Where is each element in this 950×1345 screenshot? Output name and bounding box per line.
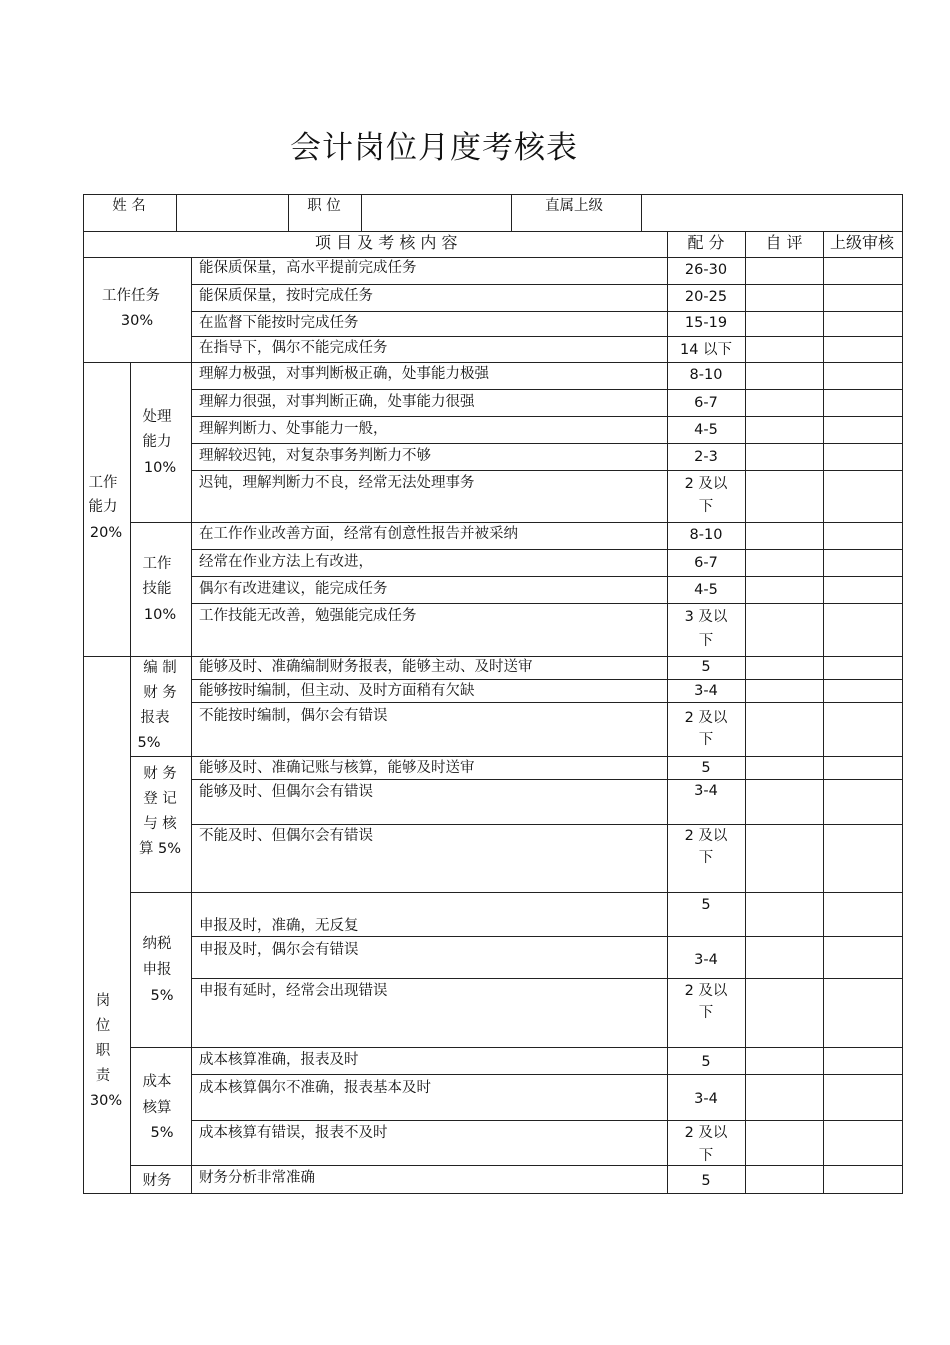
position-label: 职 位 bbox=[307, 198, 341, 214]
criteria-text: 申报及时，偶尔会有错误 bbox=[199, 942, 359, 958]
review-cell[interactable] bbox=[823, 702, 903, 757]
subgroup-handling-pct: 10% bbox=[143, 460, 177, 476]
criteria-text: 理解力很强，对事判断正确，处事能力很强 bbox=[199, 394, 475, 410]
score-value: 2-3 bbox=[694, 449, 718, 465]
review-cell[interactable] bbox=[823, 389, 903, 417]
supervisor-label: 直属上级 bbox=[545, 198, 603, 214]
review-cell[interactable] bbox=[823, 936, 903, 979]
score-value: 3-4 bbox=[694, 952, 718, 968]
score-value: 15-19 bbox=[684, 315, 728, 331]
score-value-cont: 下 bbox=[698, 1148, 714, 1164]
criteria-text: 不能及时、但偶尔会有错误 bbox=[199, 828, 373, 844]
review-cell[interactable] bbox=[823, 756, 903, 780]
criteria-text: 能够及时、准确记账与核算，能够及时送审 bbox=[199, 760, 475, 776]
subgroup-skill-pct: 10% bbox=[143, 607, 177, 623]
criteria-text: 迟钝，理解判断力不良，经常无法处理事务 bbox=[199, 475, 475, 491]
group-work-task-pct: 30% bbox=[120, 313, 154, 329]
subgroup-fin-report-pct: 5% bbox=[137, 735, 161, 751]
review-cell[interactable] bbox=[823, 1165, 903, 1194]
criteria-text: 申报及时，准确，无反复 bbox=[199, 918, 359, 934]
score-value: 5 bbox=[701, 897, 711, 913]
group-work-task-name: 工作任务 bbox=[102, 288, 160, 304]
review-cell[interactable] bbox=[823, 336, 903, 363]
review-cell[interactable] bbox=[823, 603, 903, 657]
group-work-ability-l1: 工作 bbox=[88, 475, 118, 491]
criteria-text: 能够及时、准确编制财务报表，能够主动、及时送审 bbox=[199, 659, 533, 675]
score-value: 2 及以 bbox=[684, 828, 728, 844]
subgroup-fin-report-l2: 财 务 bbox=[143, 685, 177, 701]
score-value: 5 bbox=[701, 760, 711, 776]
subgroup-fin-record-l4: 算 5% bbox=[138, 841, 182, 857]
score-value: 6-7 bbox=[694, 555, 718, 571]
review-header: 上级审核 bbox=[829, 233, 894, 252]
review-cell[interactable] bbox=[823, 1120, 903, 1166]
subgroup-cost-l1: 成本 bbox=[142, 1074, 172, 1090]
criteria-text: 在指导下，偶尔不能完成任务 bbox=[199, 340, 388, 356]
page-title: 会计岗位月度考核表 bbox=[290, 130, 578, 166]
criteria-text: 成本核算偶尔不准确，报表基本及时 bbox=[199, 1080, 431, 1096]
subgroup-fin-record-l1: 财 务 bbox=[143, 766, 177, 782]
subgroup-skill-l1: 工作 bbox=[142, 556, 172, 572]
group-work-ability-pct: 20% bbox=[89, 525, 123, 541]
score-value-cont: 下 bbox=[698, 499, 714, 515]
score-value: 3-4 bbox=[694, 783, 718, 799]
review-cell[interactable] bbox=[823, 679, 903, 703]
score-value: 5 bbox=[701, 1173, 711, 1189]
subgroup-fin-report-l1: 编 制 bbox=[143, 660, 177, 676]
review-cell[interactable] bbox=[823, 978, 903, 1048]
review-cell[interactable] bbox=[823, 362, 903, 390]
criteria-text: 不能按时编制，偶尔会有错误 bbox=[199, 708, 388, 724]
subgroup-fin-record-l2: 登 记 bbox=[143, 791, 177, 807]
review-cell[interactable] bbox=[823, 416, 903, 444]
score-value: 20-25 bbox=[684, 289, 728, 305]
review-cell[interactable] bbox=[823, 576, 903, 604]
score-value-cont: 下 bbox=[698, 1005, 714, 1021]
name-label: 姓 名 bbox=[112, 198, 146, 214]
criteria-text: 能够按时编制，但主动、及时方面稍有欠缺 bbox=[199, 683, 475, 699]
criteria-text: 在工作作业改善方面，经常有创意性报告并被采纳 bbox=[199, 526, 518, 542]
criteria-text: 理解较迟钝，对复杂事务判断力不够 bbox=[199, 448, 431, 464]
score-value: 2 及以 bbox=[684, 476, 728, 492]
group-duty-l2: 位 bbox=[95, 1018, 111, 1034]
score-value: 14 以下 bbox=[679, 342, 733, 358]
score-value: 2 及以 bbox=[684, 983, 728, 999]
criteria-text: 能保质保量，按时完成任务 bbox=[199, 288, 373, 304]
score-value: 3 及以 bbox=[684, 609, 728, 625]
score-value: 4-5 bbox=[694, 582, 718, 598]
subgroup-cost-pct: 5% bbox=[150, 1125, 174, 1141]
score-value: 6-7 bbox=[694, 395, 718, 411]
criteria-text: 成本核算有错误，报表不及时 bbox=[199, 1125, 388, 1141]
subgroup-handling-l2: 能力 bbox=[142, 434, 172, 450]
score-value: 8-10 bbox=[689, 367, 723, 383]
criteria-text: 成本核算准确，报表及时 bbox=[199, 1052, 359, 1068]
score-value-cont: 下 bbox=[698, 732, 714, 748]
group-duty-pct: 30% bbox=[89, 1093, 123, 1109]
subgroup-handling-l1: 处理 bbox=[142, 409, 172, 425]
criteria-text: 经常在作业方法上有改进， bbox=[199, 554, 373, 570]
criteria-text: 能保质保量，高水平提前完成任务 bbox=[199, 260, 417, 276]
criteria-text: 偶尔有改进建议，能完成任务 bbox=[199, 581, 388, 597]
review-cell[interactable] bbox=[823, 443, 903, 471]
criteria-text: 财务分析非常准确 bbox=[199, 1170, 315, 1186]
criteria-text: 理解判断力、处事能力一般， bbox=[199, 421, 388, 437]
group-duty-l3: 职 bbox=[95, 1043, 111, 1059]
group-duty-l4: 责 bbox=[95, 1068, 111, 1084]
review-cell[interactable] bbox=[823, 257, 903, 285]
subgroup-tax-pct: 5% bbox=[150, 988, 174, 1004]
criteria-text: 工作技能无改善，勉强能完成任务 bbox=[199, 608, 417, 624]
review-cell[interactable] bbox=[823, 549, 903, 577]
subgroup-finance-l1: 财务 bbox=[142, 1173, 172, 1189]
score-value: 3-4 bbox=[694, 683, 718, 699]
review-cell[interactable] bbox=[823, 470, 903, 523]
subgroup-tax-l1: 纳税 bbox=[142, 936, 172, 952]
score-header: 配 分 bbox=[687, 233, 725, 252]
score-value: 2 及以 bbox=[684, 710, 728, 726]
score-value: 8-10 bbox=[689, 527, 723, 543]
review-cell[interactable] bbox=[823, 824, 903, 893]
criteria-text: 申报有延时，经常会出现错误 bbox=[199, 983, 388, 999]
criteria-text: 在监督下能按时完成任务 bbox=[199, 315, 359, 331]
score-value: 2 及以 bbox=[684, 1125, 728, 1141]
score-value: 3-4 bbox=[694, 1091, 718, 1107]
score-value: 5 bbox=[701, 1054, 711, 1070]
subgroup-cost-l2: 核算 bbox=[142, 1100, 172, 1116]
criteria-text: 能够及时、但偶尔会有错误 bbox=[199, 784, 373, 800]
self-header: 自 评 bbox=[765, 233, 803, 252]
criteria-text: 理解力极强，对事判断极正确，处事能力极强 bbox=[199, 366, 489, 382]
group-work-ability-l2: 能力 bbox=[88, 499, 118, 515]
subgroup-fin-report-l3: 报表 bbox=[140, 710, 170, 726]
score-value: 5 bbox=[701, 659, 711, 675]
subgroup-skill-l2: 技能 bbox=[142, 581, 172, 597]
review-cell[interactable] bbox=[823, 1074, 903, 1121]
supervisor-input-cell[interactable] bbox=[641, 194, 903, 232]
score-value: 26-30 bbox=[684, 262, 728, 278]
score-value: 4-5 bbox=[694, 422, 718, 438]
review-cell[interactable] bbox=[823, 311, 903, 337]
review-cell[interactable] bbox=[823, 284, 903, 312]
review-cell[interactable] bbox=[823, 779, 903, 825]
review-cell[interactable] bbox=[823, 1047, 903, 1075]
subgroup-fin-record-l3: 与 核 bbox=[143, 816, 177, 832]
review-cell[interactable] bbox=[823, 892, 903, 937]
score-value-cont: 下 bbox=[698, 850, 714, 866]
score-value-cont: 下 bbox=[698, 633, 714, 649]
group-duty-l1: 岗 bbox=[95, 993, 111, 1009]
subgroup-tax-l2: 申报 bbox=[142, 962, 172, 978]
review-cell[interactable] bbox=[823, 656, 903, 680]
content-header: 项 目 及 考 核 内 容 bbox=[315, 233, 458, 252]
review-cell[interactable] bbox=[823, 522, 903, 550]
